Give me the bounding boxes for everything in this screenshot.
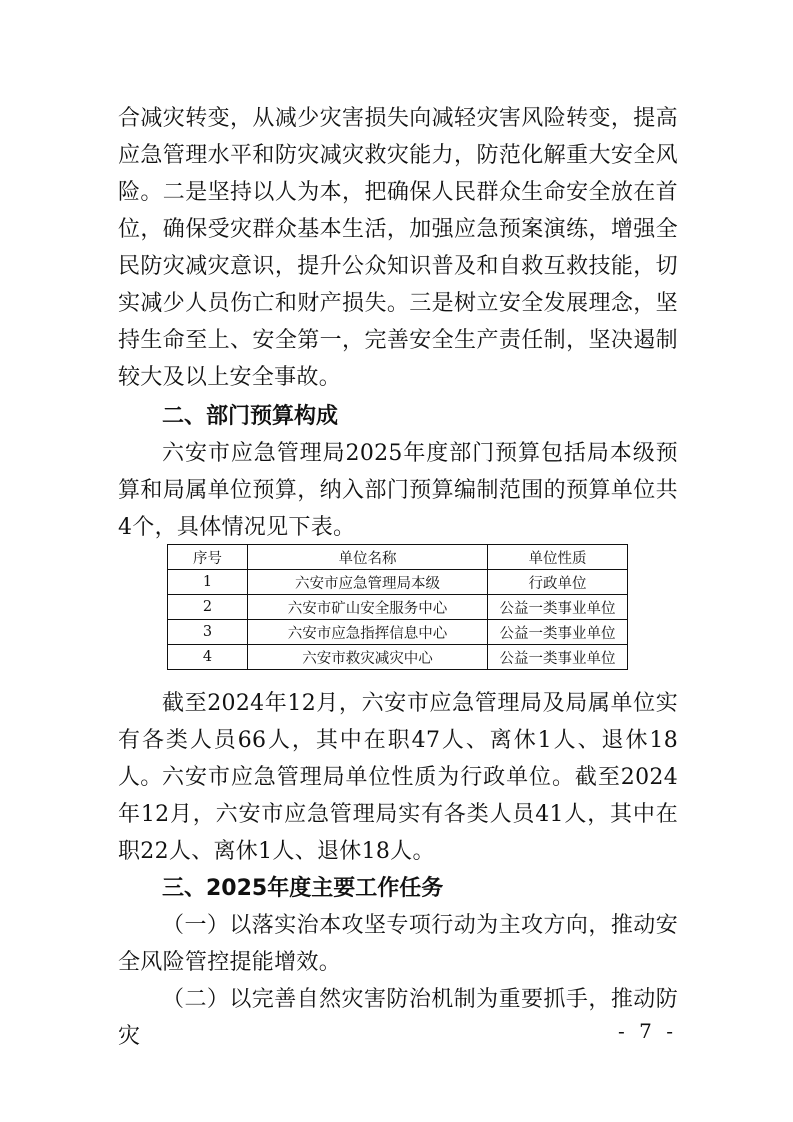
table-cell: 公益一类事业单位 — [488, 645, 628, 670]
table-header-cell: 单位名称 — [248, 545, 488, 570]
table-cell: 公益一类事业单位 — [488, 595, 628, 620]
table-header-row — [168, 545, 628, 570]
paragraph-principles: 合减灾转变，从减少灾害损失向减轻灾害风险转变，提高应急管理水平和防灾减灾救灾能力，防范化解重大安全风险。二是坚持以人为本，把确保人民群众生命安全放在首位，确保受灾群众基本生活，加强应急预案演练，增强全民防灾减灾意识，提升公众知识普及和自救互救技能，切实减少人员伤亡和财产损失。三是树立安全发展理念，坚持生命至上、安全第一，完善安全生产责任制，坚决遏制较大及以上安全事故。 — [118, 106, 678, 390]
table-cell: 3 — [168, 620, 248, 645]
paragraph-staff-total: 截至2024年12月，六安市应急管理局及局属单位实有各类人员66人，其中在职47人、离休1人、退休18人。 — [118, 691, 678, 790]
table-cell: 1 — [168, 570, 248, 595]
table-row — [168, 645, 628, 670]
page-number: - 7 - — [618, 1019, 677, 1043]
paragraph-staff-bureau: 六安市应急管理局单位性质为行政单位。截至2024年12月，六安市应急管理局实有各类人员41人，其中在职22人、离休1人、退休18人。 — [118, 765, 678, 864]
table-cell: 公益一类事业单位 — [488, 620, 628, 645]
table-cell: 六安市救灾减灾中心 — [248, 645, 488, 670]
table-row — [168, 570, 628, 595]
table-cell: 六安市应急指挥信息中心 — [248, 620, 488, 645]
table-cell: 六安市应急管理局本级 — [248, 570, 488, 595]
table-cell: 六安市矿山安全服务中心 — [248, 595, 488, 620]
table-header-cell: 序号 — [168, 545, 248, 570]
paragraph-budget-units: 六安市应急管理局2025年度部门预算包括局本级预算和局属单位预算，纳入部门预算编制范围的预算单位共4个，具体情况见下表。 — [118, 441, 678, 540]
table-row — [168, 620, 628, 645]
table-cell: 2 — [168, 595, 248, 620]
table-header-cell: 单位性质 — [488, 545, 628, 570]
table-row — [168, 595, 628, 620]
paragraph-task-1: （一）以落实治本攻坚专项行动为主攻方向，推动安全风险管控提能增效。 — [118, 913, 678, 975]
section-heading-main-tasks: 三、2025年度主要工作任务 — [162, 876, 444, 901]
table-cell: 行政单位 — [488, 570, 628, 595]
paragraph-task-2: （二）以完善自然灾害防治机制为重要抓手，推动防灾 — [118, 987, 678, 1049]
budget-units-table — [167, 544, 628, 670]
section-heading-budget-composition: 二、部门预算构成 — [162, 404, 339, 429]
table-cell: 4 — [168, 645, 248, 670]
